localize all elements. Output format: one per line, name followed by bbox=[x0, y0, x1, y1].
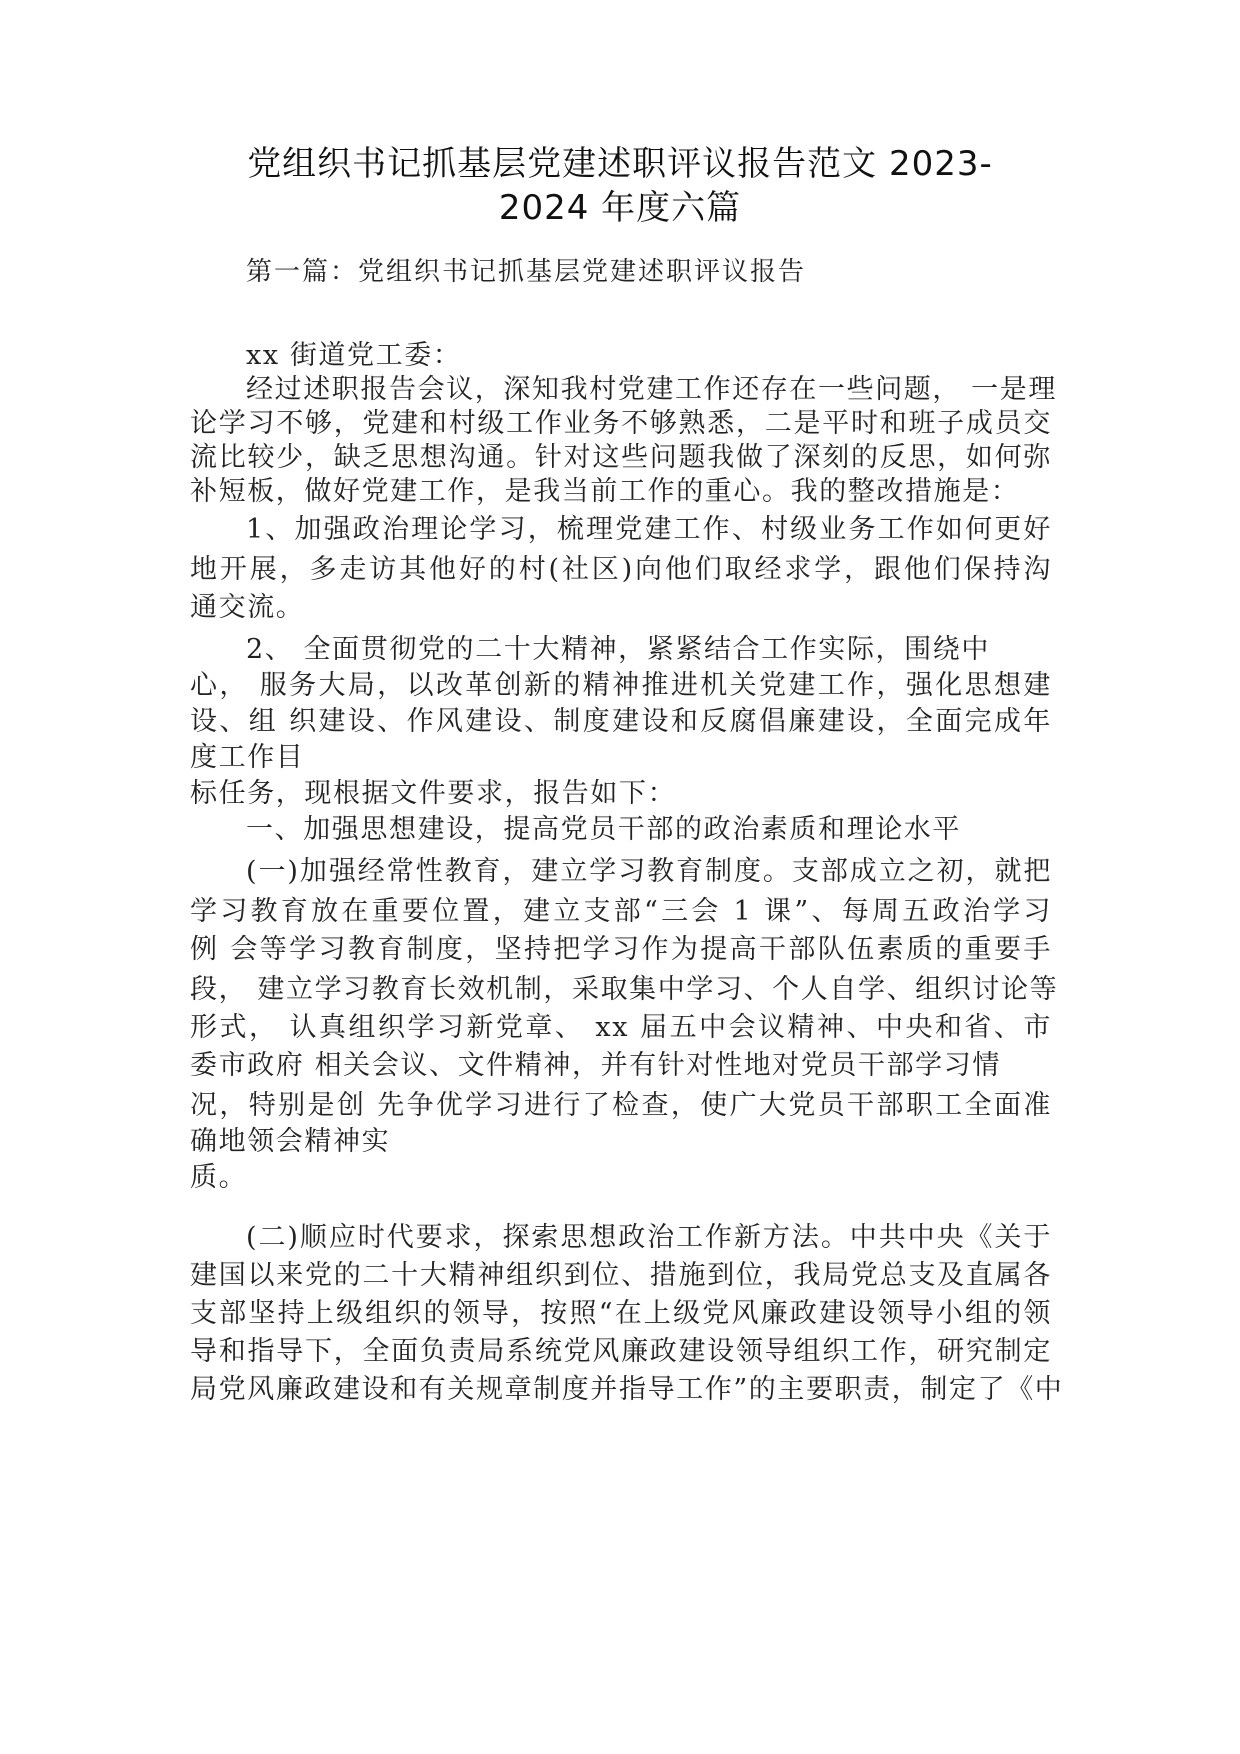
paragraph-line: 确地领会精神实 bbox=[190, 1126, 391, 1157]
section-heading: 一、加强思想建设，提高党员干部的政治素质和理论水平 bbox=[246, 814, 961, 845]
paragraph-line: 2、 全面贯彻党的二十大精神，紧紧结合工作实际，围绕中 bbox=[246, 634, 990, 665]
paragraph-line: 况，特别是创 先争优学习进行了检查，使广大党员干部职工全面准 bbox=[190, 1090, 1052, 1121]
paragraph-line: 标任务，现根据文件要求，报告如下： bbox=[190, 778, 677, 809]
paragraph-line: 心， 服务大局，以改革创新的精神推进机关党建工作，强化思想建 bbox=[190, 670, 1052, 701]
paragraph-line: 形式， 认真组织学习新党章、 xx 届五中会议精神、中央和省、市 bbox=[190, 1012, 1052, 1043]
paragraph-line: 1、加强政治理论学习，梳理党建工作、村级业务工作如何更好 bbox=[246, 514, 1052, 545]
title-line-2: 2024 年度六篇 bbox=[498, 188, 742, 228]
paragraph-line: 建国以来党的二十大精神组织到位、措施到位，我局党总支及直属各 bbox=[190, 1260, 1052, 1291]
paragraph-line: 流比较少，缺乏思想沟通。针对这些问题我做了深刻的反思，如何弥 bbox=[190, 442, 1052, 473]
paragraph-line: 段， 建立学习教育长效机制，采取集中学习、个人自学、组织讨论等 bbox=[190, 974, 1059, 1005]
paragraph-line: 地开展，多走访其他好的村(社区)向他们取经求学，跟他们保持沟 bbox=[190, 554, 1052, 585]
section-subtitle: 第一篇：党组织书记抓基层党建述职评议报告 bbox=[246, 257, 807, 287]
paragraph-line: 补短板，做好党建工作，是我当前工作的重心。我的整改措施是： bbox=[190, 476, 1020, 507]
document-title bbox=[190, 142, 1050, 230]
paragraph-line: (二)顺应时代要求，探索思想政治工作新方法。中共中央《关于 bbox=[246, 1222, 1052, 1253]
paragraph-line: 论学习不够，党建和村级工作业务不够熟悉，二是平时和班子成员交 bbox=[190, 408, 1052, 439]
paragraph-line: 经过述职报告会议，深知我村党建工作还存在一些问题， 一是理 bbox=[246, 374, 1057, 405]
salutation: xx 街道党工委： bbox=[246, 340, 462, 371]
paragraph-line: 质。 bbox=[190, 1162, 248, 1193]
title-line-1: 党组织书记抓基层党建述职评议报告范文 2023- bbox=[247, 144, 993, 184]
paragraph-line: 度工作目 bbox=[190, 742, 305, 773]
paragraph-line: 学习教育放在重要位置，建立支部“三会 1 课”、每周五政治学习 bbox=[190, 896, 1052, 927]
paragraph-line: 委市政府 相关会议、文件精神，并有针对性地对党员干部学习情 bbox=[190, 1050, 1001, 1081]
paragraph-line: 通交流。 bbox=[190, 592, 305, 623]
paragraph-line: 例 会等学习教育制度，坚持把学习作为提高干部队伍素质的重要手 bbox=[190, 934, 1052, 965]
paragraph-line: 局党风廉政建设和有关规章制度并指导工作”的主要职责，制定了《中 bbox=[190, 1374, 1064, 1405]
paragraph-line: 设、组 织建设、作风建设、制度建设和反腐倡廉建设，全面完成年 bbox=[190, 706, 1052, 737]
paragraph-line: 导和指导下，全面负责局系统党风廉政建设领导组织工作，研究制定 bbox=[190, 1336, 1052, 1367]
paragraph-line: 支部坚持上级组织的领导，按照“在上级党风廉政建设领导小组的领 bbox=[190, 1298, 1052, 1329]
paragraph-line: (一)加强经常性教育，建立学习教育制度。支部成立之初，就把 bbox=[246, 856, 1052, 887]
